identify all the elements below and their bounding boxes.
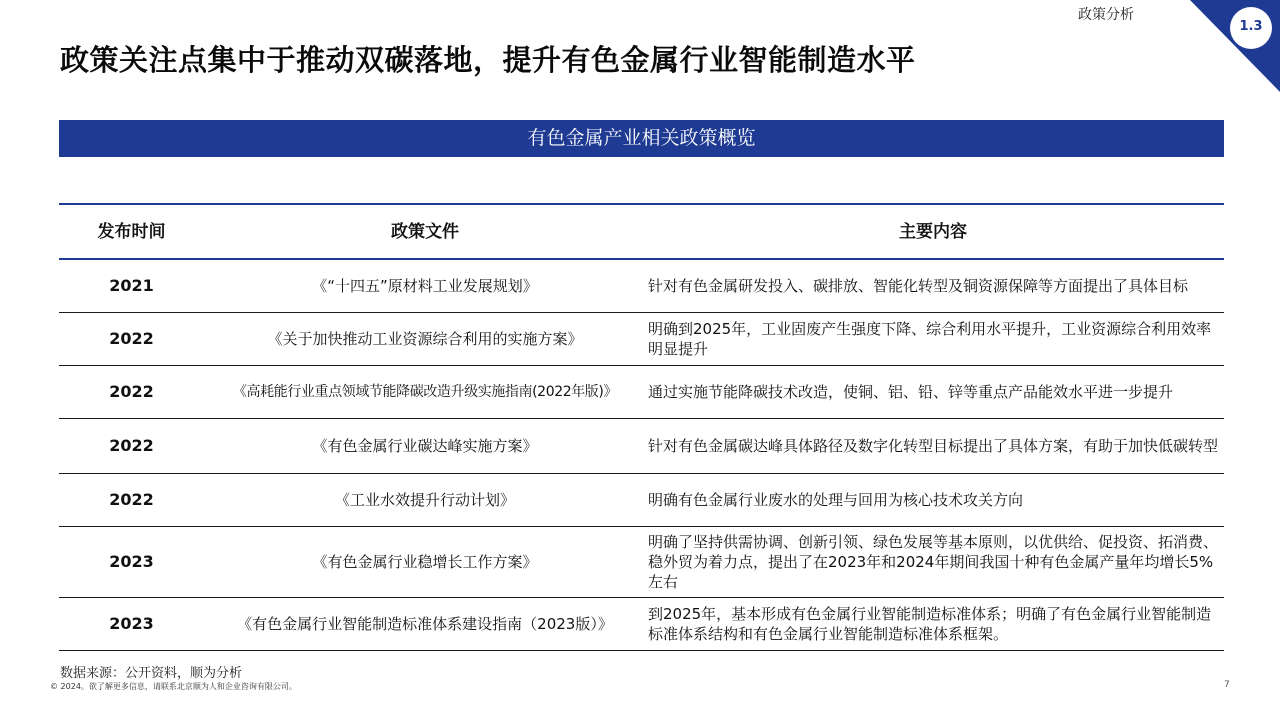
data-source: 数据来源：公开资料，顺为分析 xyxy=(60,666,243,681)
row-content: 针对有色金属碳达峰具体路径及数字化转型目标提出了具体方案，有助于加快低碳转型 xyxy=(648,437,1219,455)
corner-badge xyxy=(1190,0,1280,92)
row-year: 2022 xyxy=(109,490,154,509)
row-content: 明确有色金属行业废水的处理与回用为核心技术攻关方向 xyxy=(648,491,1024,509)
row-document: 《有色金属行业智能制造标准体系建设指南（2023版）》 xyxy=(237,615,613,633)
column-header-content: 主要内容 xyxy=(899,221,967,242)
table-row xyxy=(59,313,1224,366)
row-year: 2022 xyxy=(109,382,154,401)
table-row xyxy=(59,474,1224,527)
table-row xyxy=(59,260,1224,313)
row-content: 明确到2025年，工业固废产生强度下降、综合利用水平提升，工业资源综合利用效率明显提升 xyxy=(648,320,1212,358)
section-label: 政策分析 xyxy=(1078,7,1134,23)
table-row xyxy=(59,598,1224,651)
row-year: 2023 xyxy=(109,614,154,633)
row-year: 2023 xyxy=(109,552,154,571)
page-number: 7 xyxy=(1224,680,1230,690)
page-title: 政策关注点集中于推动双碳落地，提升有色金属行业智能制造水平 xyxy=(60,43,916,77)
row-document: 《高耗能行业重点领域节能降碳改造升级实施指南(2022年版)》 xyxy=(232,384,618,400)
column-header-document: 政策文件 xyxy=(391,221,459,242)
row-year: 2021 xyxy=(109,276,154,295)
row-content: 明确了坚持供需协调、创新引领、绿色发展等基本原则，以优供给、促投资、拓消费、稳外贸为着力点，提出了在2023年和2024年期间我国十种有色金属产量年均增长5%左右 xyxy=(648,533,1219,591)
table-banner: 有色金属产业相关政策概览 xyxy=(59,120,1224,157)
section-number: 1.3 xyxy=(1239,19,1263,34)
table-row xyxy=(59,366,1224,419)
column-header-year: 发布时间 xyxy=(97,221,166,242)
row-document: 《有色金属行业碳达峰实施方案》 xyxy=(312,437,538,455)
row-document: 《有色金属行业稳增长工作方案》 xyxy=(312,553,538,571)
row-content: 通过实施节能降碳技术改造，使铜、铝、铅、锌等重点产品能效水平进一步提升 xyxy=(648,383,1174,401)
row-content: 到2025年，基本形成有色金属行业智能制造标准体系；明确了有色金属行业智能制造标准体系结构和有色金属行业智能制造标准体系框架。 xyxy=(648,605,1212,643)
copyright-notice: © 2024。欲了解更多信息，请联系北京顺为人和企业咨询有限公司。 xyxy=(50,682,297,691)
row-document: 《工业水效提升行动计划》 xyxy=(334,491,515,509)
table-row xyxy=(59,527,1224,598)
row-year: 2022 xyxy=(109,329,154,348)
row-year: 2022 xyxy=(109,436,154,455)
row-content: 针对有色金属研发投入、碳排放、智能化转型及铜资源保障等方面提出了具体目标 xyxy=(648,277,1189,295)
policy-table xyxy=(59,203,1224,651)
row-document: 《关于加快推动工业资源综合利用的实施方案》 xyxy=(267,330,583,348)
table-row xyxy=(59,419,1224,474)
table-header-row xyxy=(59,205,1224,260)
corner-triangle-icon xyxy=(1190,0,1280,92)
row-document: 《“十四五”原材料工业发展规划》 xyxy=(312,277,538,295)
